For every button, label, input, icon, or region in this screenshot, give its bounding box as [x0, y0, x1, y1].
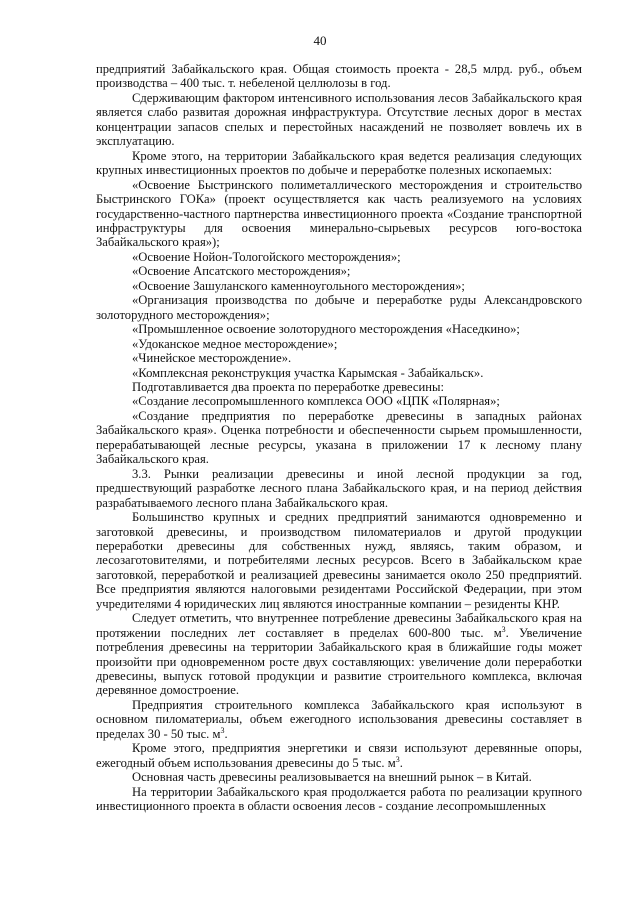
paragraph-text: Следует отметить, что внутреннее потребление древесины Забайкальского края на протяжении последних лет составляет в пределах 600-800 тыс. м [96, 611, 582, 640]
paragraph [96, 409, 582, 467]
paragraph-text-tail: . [399, 755, 403, 770]
paragraph-text-tail: . Увеличение потребления древесины на территории Забайкальского края в ближайшие годы может произойти при одновременном росте двух составляющих: увеличение доли переработки древесины, выпуск готовой продукции и развитие строительного комплекса, включая деревянное домостроение. [96, 625, 582, 698]
paragraph-text: «Организация производства по добыче и переработке руды Александровского золоторудного месторождения»; [96, 293, 582, 322]
paragraph [96, 293, 582, 322]
paragraph-text: «Создание предприятия по переработке древесины в западных районах Забайкальского края». Оценка потребности и обеспеченности сырьем промышленности, перерабатывающей лесные ресурсы, указана в приложении 17 к лесному плану Забайкальского края. [96, 408, 582, 467]
paragraph [96, 337, 582, 351]
paragraph-text: «Освоение Нойон-Тологойского месторождения»; [132, 249, 401, 264]
paragraph-text: На территории Забайкальского края продолжается работа по реализации крупного инвестиционного проекта в области освоения лесов - создание лесопромышленных [96, 784, 582, 814]
paragraph-text: Кроме этого, предприятия энергетики и связи используют деревянные опоры, ежегодный объем использования древесины до 5 тыс. м [96, 741, 582, 770]
paragraph [96, 351, 582, 365]
paragraph-text: «Освоение Апсатского месторождения»; [132, 264, 351, 279]
paragraph [96, 91, 582, 149]
paragraph [96, 785, 582, 814]
superscript: 3 [395, 754, 400, 764]
paragraph-text: Сдерживающим фактором интенсивного использования лесов Забайкальского края является слабо развитая дорожная инфраструктура. Отсутствие лесных дорог в местах концентрации запасов спелых и перестойных насаждений не позволяет вовлечь их в эксплуатацию. [96, 90, 582, 149]
paragraph-text: Подготавливается два проекта по переработке древесины: [132, 379, 444, 394]
paragraph [96, 178, 582, 250]
paragraph-text: Большинство крупных и средних предприятий занимаются одновременно и заготовкой древесины, и производством пиломатериалов и другой продукции переработки древесины для собственных нужд, являясь, таким образом, и лесозаготовителями, и потребителями лесных ресурсов. Всего в Забайкальском крае заготовкой, переработкой и реализацией древесины занимается около 250 предприятий. Все предприятия являются налоговыми резидентами Российской Федерации, при этом учредителями 4 юридических лиц являются иностранные компании – резиденты КНР. [96, 510, 582, 611]
paragraph-text: «Чинейское месторождение». [132, 351, 292, 366]
paragraph-text: предприятий Забайкальского края. Общая стоимость проекта - 28,5 млрд. руб., объем производства – 400 тыс. т. небеленой целлюлозы в год. [96, 62, 582, 91]
paragraph [96, 322, 582, 336]
paragraph-text: «Освоение Зашуланского каменноугольного месторождения»; [132, 278, 465, 293]
paragraph [96, 770, 582, 784]
superscript: 3 [501, 624, 506, 634]
paragraph-text: «Освоение Быстринского полиметаллического месторождения и строительство Быстринского ГОКа» (проект осуществляется как часть реализуемого на условиях государственно-частного партнерства инвестиционного проекта «Создание транспортной инфраструктуры для освоения минерально-сырьевых ресурсов юго-востока Забайкальского края»); [96, 177, 582, 250]
paragraph [96, 250, 582, 264]
page-number: 40 [313, 33, 327, 48]
paragraph-text: «Создание лесопромышленного комплекса ООО «ЦПК «Полярная»; [132, 394, 500, 409]
paragraph-text: Основная часть древесины реализовывается на внешний рынок – в Китай. [132, 770, 532, 785]
paragraph [96, 611, 582, 698]
superscript: 3 [220, 725, 225, 735]
paragraph-text: «Комплексная реконструкция участка Карымская - Забайкальск». [132, 365, 484, 380]
paragraph [96, 394, 582, 408]
paragraph-text: «Удоканское медное месторождение»; [132, 336, 338, 351]
paragraph-text: 3.3. Рынки реализации древесины и иной лесной продукции за год, предшествующий разработке лесного плана Забайкальского края, и на период действия разрабатываемого лесного плана Забайкальского края. [96, 466, 582, 510]
paragraph [96, 149, 582, 178]
paragraph-text: Предприятия строительного комплекса Забайкальского края используют в основном пиломатериалы, объем ежегодного использования древесины составляет в пределах 30 - 50 тыс. м [96, 697, 582, 741]
paragraph-text: «Промышленное освоение золоторудного месторождения «Наседкино»; [132, 322, 520, 337]
paragraph [96, 62, 582, 91]
paragraph [96, 741, 582, 770]
page-body [96, 62, 582, 814]
paragraph [96, 467, 582, 510]
paragraph [96, 380, 582, 394]
paragraph [96, 279, 582, 293]
paragraph [96, 698, 582, 741]
paragraph [96, 366, 582, 380]
paragraph [96, 264, 582, 278]
paragraph [96, 510, 582, 611]
paragraph-text-tail: . [224, 726, 228, 741]
paragraph-text: Кроме этого, на территории Забайкальского края ведется реализация следующих крупных инвестиционных проектов по добыче и переработке полезных ископаемых: [96, 148, 582, 178]
